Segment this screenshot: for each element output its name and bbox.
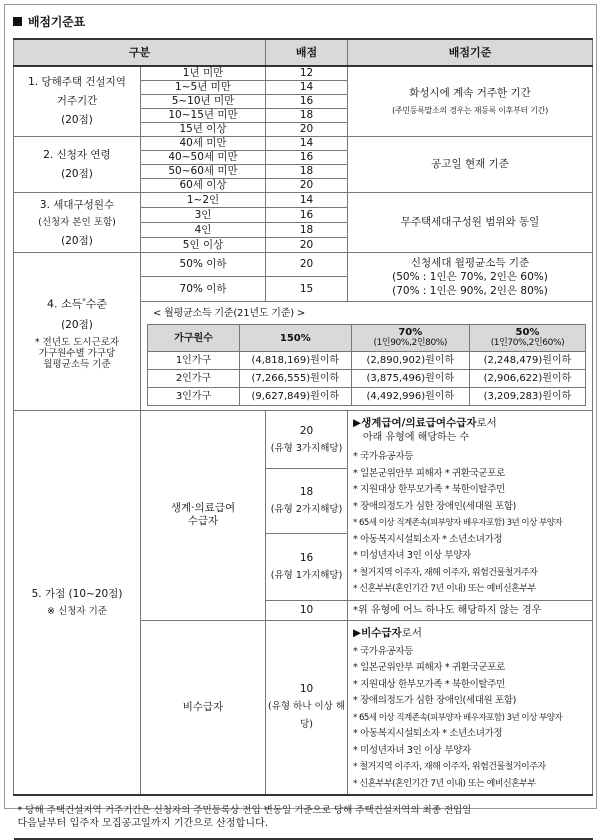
- page-title: 배점기준표: [13, 13, 85, 30]
- sec3-label: 3. 세대구성원수 (신청자 본인 포함) (20점): [14, 193, 141, 253]
- table-row: 4인 18: [14, 223, 593, 238]
- sec4-label: 4. 소득*수준 (20점) * 전년도 도시근로자 가구원수별 가구당 월평균소득 기준: [14, 253, 141, 411]
- header-criteria: 배점기준: [348, 39, 593, 66]
- header-score: 배점: [266, 39, 348, 66]
- header-category: 구분: [14, 39, 266, 66]
- table-row: 40~50세 미만 16: [14, 151, 593, 165]
- table-row: 5인 이상 20: [14, 238, 593, 253]
- scoring-table: [13, 38, 593, 840]
- table-row: 60세 이상 20: [14, 179, 593, 193]
- table-row: 4. 소득*수준 (20점) * 전년도 도시근로자 가구원수별 가구당 월평균소득 기준 50% 이하 20 신청세대 월평균소득 기준 (50% : 1인은 70%, 2인은 60%) (70% : 1인은 90%, 2인은 80%): [14, 253, 593, 277]
- g2-score: 10 (유형 하나 이상 해당): [266, 620, 348, 795]
- table-row: 50~60세 미만 18: [14, 165, 593, 179]
- g1-score-20: 20 (유형 3가지해당): [266, 411, 348, 469]
- sec1-label: 1. 당해주택 건설지역 거주기간 (20점): [14, 66, 141, 137]
- table-row: 2. 신청자 연령 (20점) 40세 미만 14 공고일 현재 기준: [14, 137, 593, 151]
- table-row: [14, 411, 593, 469]
- table-row: 10~15년 미만 18: [14, 109, 593, 123]
- income-row: 2인가구 (7,266,555)원이하 (3,875,496)원이하 (2,906,622)원이하: [148, 370, 586, 388]
- table-row: 15년 이상 20: [14, 123, 593, 137]
- sec5-label: 5. 가점 (10~20점) ※ 신청자 기준: [14, 411, 141, 796]
- income-header-row: 가구원수 150% 70% (1인90%,2인80%) 50% (1인70%,2인60%): [148, 325, 586, 352]
- g2-name: 비수급자: [141, 620, 266, 795]
- square-bullet-icon: [13, 17, 22, 26]
- g1-score-16: 16 (유형 1가지해당): [266, 534, 348, 600]
- table-row: 3인 16: [14, 208, 593, 223]
- sec2-criteria: 공고일 현재 기준: [348, 137, 593, 193]
- g1-criteria: ▶생계급여/의료급여수급자로서 아래 유형에 해당하는 수 * 국가유공자등 * 일본군위안부 피해자 * 귀환국군포로 * 지원대상 한부모가족 * 북한이탈주민 * 장애의정도가 심한 장애인(세대원 포함) * 65세 이상 직계존속(피부양자 배우자포함) 3년 이상 부양자 * 아동복지시설퇴소자 * 소년소녀가정 * 미성년자녀 3인 이상 부양자 * 철거지역 이주자, 재해 이주자, 위험건물철거주자 * 신혼부부(혼인기간 7년 이내) 또는 예비신혼부부: [348, 411, 593, 601]
- table-row: 3. 세대구성원수 (신청자 본인 포함) (20점) 1~2인 14 무주택세대구성원 범위와 동일: [14, 193, 593, 208]
- income-row: 3인가구 (9,627,849)원이하 (4,492,996)원이하 (3,209,283)원이하: [148, 388, 586, 406]
- table-row: 10 *위 유형에 어느 하나도 해당하지 않는 경우: [14, 600, 593, 620]
- footnote: * 당해 주택건설지역 거주기간은 신청자의 주민등록상 전입 변동일 기준으로 당해 주택건설지역의 최종 전입일 다음날부터 입주자 모집공고일까지 기간으로 산정합니다.: [14, 795, 593, 839]
- income-table-cell: [141, 302, 593, 411]
- table-row: 70% 이하 15: [14, 277, 593, 302]
- table-row: 5~10년 미만 16: [14, 95, 593, 109]
- income-row: 1인가구 (4,818,169)원이하 (2,890,902)원이하 (2,248,479)원이하: [148, 352, 586, 370]
- footnote-row: [14, 795, 593, 839]
- g1-name: 생계·의료급여 수급자: [141, 411, 266, 621]
- range-cell: 1년 미만: [141, 66, 266, 81]
- income-caption: < 월평균소득 기준(21년도 기준) >: [153, 308, 306, 319]
- table-row: [14, 66, 593, 81]
- header-row: [14, 39, 593, 66]
- table-row: 1~5년 미만 14: [14, 81, 593, 95]
- sec4-criteria: 신청세대 월평균소득 기준 (50% : 1인은 70%, 2인은 60%) (70% : 1인은 90%, 2인은 80%): [348, 253, 593, 302]
- income-table: [147, 324, 586, 406]
- sec2-label: 2. 신청자 연령 (20점): [14, 137, 141, 193]
- score-cell: 12: [266, 66, 348, 81]
- sec3-criteria: 무주택세대구성원 범위와 동일: [348, 193, 593, 253]
- g2-criteria: ▶비수급자로서 * 국가유공자등 * 일본군위안부 피해자 * 귀환국군포로 * 지원대상 한부모가족 * 북한이탈주민 * 장애의정도가 심한 장애인(세대원 포함) * 65세 이상 직계존속(피부양자 배우자포함) 3년 이상 부양자 * 아동복지시설퇴소자 * 소년소녀가정 * 미성년자녀 3인 이상 부양자 * 철거지역 이주자, 재해 이주자, 위험건물철거이주자 * 신혼부부(혼인기간 7년 이내) 또는 예비신혼부부: [348, 620, 593, 795]
- g1-score-18: 18 (유형 2가지해당): [266, 469, 348, 534]
- sec1-criteria: 화성시에 계속 거주한 기간 (주민등록말소의 경우는 재등록 이후부터 기간): [348, 66, 593, 137]
